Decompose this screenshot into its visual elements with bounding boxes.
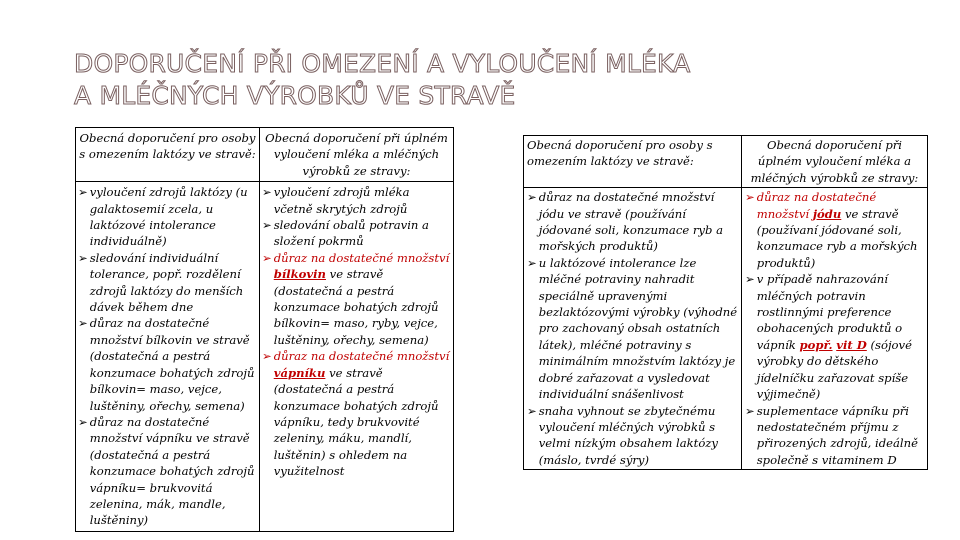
arrow-bullet-icon: ➢ — [262, 250, 272, 265]
table-body-row — [76, 182, 454, 532]
title-line-2: A MLÉČNÝCH VÝROBKŮ VE STRAVĚ — [74, 81, 516, 110]
lactose-recommendations-cell — [524, 188, 742, 470]
list-item: ➢ suplementace vápníku při nedostatečném příjmu z přirozených zdrojů, ideálně společně s vitaminem D — [745, 403, 918, 467]
list-item: ➢ vyloučení zdrojů laktózy (u galaktosemií zcela, u laktózové intolerance individuálně) — [78, 185, 248, 249]
list-item: ➢ důraz na dostatečné množství jódu ve stravě (používání jódované soli, konzumace ryb a mořských produktů) — [527, 190, 723, 254]
keyword-or: popř. — [799, 337, 833, 352]
milk-exclusion-recommendations-cell — [260, 182, 454, 532]
left-recommendations-table — [75, 127, 454, 532]
arrow-bullet-icon: ➢ — [262, 185, 272, 200]
arrow-bullet-icon: ➢ — [527, 255, 537, 270]
list-item: ➢ vyloučení zdrojů mléka včetně skrytých zdrojů — [262, 185, 410, 216]
header-cell-milk-exclusion: Obecná doporučení při úplném vyloučení mléka a mléčných výrobků ze stravy: — [260, 128, 454, 182]
arrow-bullet-icon: ➢ — [78, 250, 88, 265]
list-item: ➢ sledování individuální tolerance, popř. rozdělení zdrojů laktózy do menších dávek během dne — [78, 250, 244, 315]
arrow-bullet-icon: ➢ — [745, 272, 755, 287]
list-item: ➢ důraz na dostatečné množství vápníku ve stravě (dostatečná a pestrá konzumace bohatých zdrojů vápníku= brukvovitá zelenina, mák, mandle, luštěniny) — [78, 414, 255, 528]
header-cell-lactose: Obecná doporučení pro osoby s omezením laktózy ve stravě: — [76, 128, 260, 182]
right-recommendations-table — [523, 135, 928, 470]
slide-title — [74, 48, 834, 112]
emphasis-text: důraz na dostatečné množství — [273, 250, 450, 265]
keyword-vitamin-d: vit D — [836, 337, 867, 352]
list-item: ➢ důraz na dostatečné množství vápníku ve stravě (dostatečná a pestrá konzumace bohatých zdrojů vápníku, tedy brukvovité zeleniny, máku, mandlí, luštěnin) s ohledem na využitelnost — [262, 349, 450, 479]
list-item: ➢ sledování obalů potravin a složení pokrmů — [262, 218, 429, 249]
keyword-calcium: vápníku — [273, 365, 326, 380]
table-header-row — [524, 136, 928, 188]
list-item: ➢ u laktózové intolerance lze mléčné potraviny nahradit speciálně upravenými bezlaktózovými výrobky (výhodné pro zachovaný obsah ostatních látek), mléčné potraviny s minimálním množstvím laktózy je dobré zařazovat a vysledovat individuální snášenlivost — [527, 255, 738, 402]
list-item: ➢ v případě nahrazování mléčných potravin rostlinnými preference obohacených produktů o vápník popř. vit D (sójové výrobky do dětského jídelníčku zařazovat spíše výjimečně) — [745, 272, 912, 402]
list-item: ➢ snaha vyhnout se zbytečnému vyloučení mléčných výrobků s velmi nízkým obsahem laktózy (máslo, tvrdé sýry) — [527, 403, 718, 467]
table-header-row — [76, 128, 454, 182]
list-item: ➢ důraz na dostatečné množství bílkovin ve stravě (dostatečná a pestrá konzumace bohatých zdrojů bílkovin= maso, vejce, luštěniny, ořechy, semena) — [78, 316, 255, 413]
arrow-bullet-icon: ➢ — [262, 349, 272, 364]
arrow-bullet-icon: ➢ — [262, 218, 272, 233]
arrow-bullet-icon: ➢ — [78, 316, 88, 331]
arrow-bullet-icon: ➢ — [78, 414, 88, 429]
arrow-bullet-icon: ➢ — [745, 403, 755, 418]
arrow-bullet-icon: ➢ — [78, 185, 88, 200]
arrow-bullet-icon: ➢ — [527, 403, 537, 418]
header-cell-lactose: Obecná doporučení pro osoby s omezením laktózy ve stravě: — [524, 136, 742, 188]
milk-exclusion-recommendations-cell — [742, 188, 928, 470]
arrow-bullet-icon: ➢ — [745, 190, 755, 205]
header-cell-milk-exclusion: Obecná doporučení při úplném vyloučení mléka a mléčných výrobků ze stravy: — [742, 136, 928, 188]
emphasis-text: důraz na dostatečné množství — [756, 190, 877, 221]
list-item: ➢ důraz na dostatečné množství bílkovin ve stravě (dostatečná a pestrá konzumace bohatých zdrojů bílkovin= maso, ryby, vejce, luštěniny, ořechy, semena) — [262, 250, 450, 347]
emphasis-text: důraz na dostatečné množství — [273, 349, 450, 364]
table-body-row — [524, 188, 928, 470]
lactose-recommendations-cell — [76, 182, 260, 532]
arrow-bullet-icon: ➢ — [527, 190, 537, 205]
title-line-1: DOPORUČENÍ PŘI OMEZENÍ A VYLOUČENÍ MLÉKA — [74, 49, 691, 78]
list-item: ➢ důraz na dostatečné množství jódu ve stravě (používaní jódované soli, konzumace ryb a mořských produktů) — [745, 190, 918, 270]
keyword-protein: bílkovin — [273, 267, 326, 282]
keyword-iodine: jódu — [812, 206, 842, 221]
